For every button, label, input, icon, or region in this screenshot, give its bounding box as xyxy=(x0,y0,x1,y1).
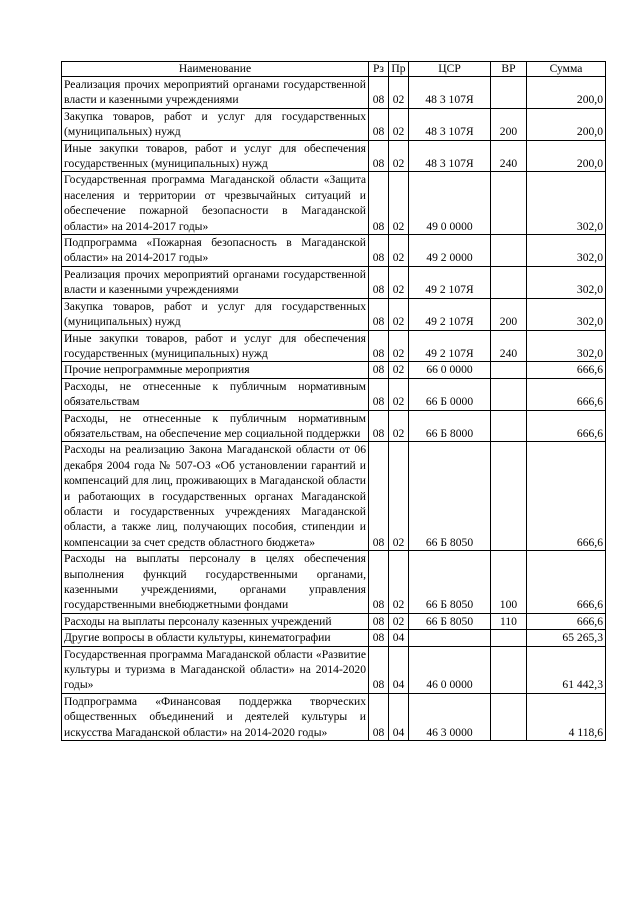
cell-sum: 65 265,3 xyxy=(527,630,606,646)
cell-pr: 04 xyxy=(389,630,409,646)
cell-rz: 08 xyxy=(369,442,389,551)
cell-rz: 08 xyxy=(369,410,389,442)
cell-sum: 302,0 xyxy=(527,298,606,330)
cell-pr: 04 xyxy=(389,693,409,740)
cell-vr xyxy=(491,172,527,235)
table-row xyxy=(62,410,606,442)
table-row xyxy=(62,266,606,298)
cell-csr: 48 3 107Я xyxy=(409,140,491,172)
cell-csr: 66 Б 8050 xyxy=(409,442,491,551)
cell-sum: 666,6 xyxy=(527,613,606,629)
cell-vr: 240 xyxy=(491,330,527,362)
table-row xyxy=(62,693,606,740)
cell-name: Подпрограмма «Пожарная безопасность в Магаданской области» на 2014-2017 годы» xyxy=(62,235,369,267)
cell-csr: 49 2 107Я xyxy=(409,266,491,298)
cell-name: Подпрограмма «Финансовая поддержка творческих общественных объединений и деятелей культуры и искусства Магаданской области» на 2014-2020 годы» xyxy=(62,693,369,740)
cell-csr: 66 Б 8050 xyxy=(409,551,491,614)
header-vr: ВР xyxy=(491,62,527,77)
header-pr: Пр xyxy=(389,62,409,77)
table-row xyxy=(62,551,606,614)
cell-name: Государственная программа Магаданской области «Защита населения и территории от чрезвычайных ситуаций и обеспечение пожарной безопасности в Магаданской области» на 2014-2017 годы» xyxy=(62,172,369,235)
cell-csr: 66 Б 8000 xyxy=(409,410,491,442)
cell-rz: 08 xyxy=(369,172,389,235)
cell-rz: 08 xyxy=(369,77,389,109)
cell-name: Расходы на выплаты персоналу в целях обеспечения выполнения функций государственными органами, казенными учреждениями, органами управления государственными внебюджетными фондами xyxy=(62,551,369,614)
header-row xyxy=(62,62,606,77)
cell-name: Иные закупки товаров, работ и услуг для обеспечения государственных (муниципальных) нужд xyxy=(62,140,369,172)
cell-pr: 02 xyxy=(389,613,409,629)
table-row xyxy=(62,362,606,378)
table-row xyxy=(62,630,606,646)
header-rz: Рз xyxy=(369,62,389,77)
table-row xyxy=(62,613,606,629)
cell-pr: 02 xyxy=(389,140,409,172)
cell-pr: 02 xyxy=(389,442,409,551)
cell-sum: 666,6 xyxy=(527,410,606,442)
cell-name: Расходы, не отнесенные к публичным нормативным обязательствам, на обеспечение мер социальной поддержки xyxy=(62,410,369,442)
cell-csr: 46 3 0000 xyxy=(409,693,491,740)
cell-csr: 49 0 0000 xyxy=(409,172,491,235)
cell-name: Расходы на выплаты персоналу казенных учреждений xyxy=(62,613,369,629)
cell-vr: 100 xyxy=(491,551,527,614)
header-csr: ЦСР xyxy=(409,62,491,77)
header-name: Наименование xyxy=(62,62,369,77)
header-sum: Сумма xyxy=(527,62,606,77)
cell-name: Расходы на реализацию Закона Магаданской области от 06 декабря 2004 года № 507-ОЗ «Об установлении гарантий и компенсаций для лиц, проживающих в Магаданской области и работающих в государственных органах Магаданской области и государственных учреждениях Магаданской области, а также лиц, получающих пособия, стипендии и компенсации за счет средств областного бюджета» xyxy=(62,442,369,551)
cell-sum: 666,6 xyxy=(527,378,606,410)
cell-sum: 200,0 xyxy=(527,77,606,109)
cell-vr: 200 xyxy=(491,108,527,140)
cell-name: Государственная программа Магаданской области «Развитие культуры и туризма в Магаданской области» на 2014-2020 годы» xyxy=(62,646,369,693)
cell-sum: 302,0 xyxy=(527,172,606,235)
cell-name: Реализация прочих мероприятий органами государственной власти и казенными учреждениями xyxy=(62,77,369,109)
cell-rz: 08 xyxy=(369,378,389,410)
cell-pr: 02 xyxy=(389,298,409,330)
cell-sum: 200,0 xyxy=(527,108,606,140)
cell-name: Закупка товаров, работ и услуг для государственных (муниципальных) нужд xyxy=(62,108,369,140)
cell-pr: 02 xyxy=(389,362,409,378)
cell-csr: 48 3 107Я xyxy=(409,77,491,109)
cell-vr xyxy=(491,362,527,378)
cell-pr: 02 xyxy=(389,551,409,614)
cell-vr xyxy=(491,266,527,298)
table-row xyxy=(62,140,606,172)
cell-pr: 02 xyxy=(389,172,409,235)
cell-rz: 08 xyxy=(369,235,389,267)
cell-rz: 08 xyxy=(369,108,389,140)
table-row xyxy=(62,108,606,140)
cell-pr: 02 xyxy=(389,266,409,298)
cell-csr xyxy=(409,630,491,646)
cell-pr: 02 xyxy=(389,235,409,267)
cell-name: Расходы, не отнесенные к публичным нормативным обязательствам xyxy=(62,378,369,410)
cell-vr xyxy=(491,410,527,442)
cell-vr xyxy=(491,442,527,551)
cell-csr: 49 2 107Я xyxy=(409,298,491,330)
cell-sum: 200,0 xyxy=(527,140,606,172)
cell-pr: 02 xyxy=(389,77,409,109)
cell-vr xyxy=(491,630,527,646)
cell-rz: 08 xyxy=(369,140,389,172)
cell-vr: 240 xyxy=(491,140,527,172)
table-row xyxy=(62,330,606,362)
cell-name: Реализация прочих мероприятий органами государственной власти и казенными учреждениями xyxy=(62,266,369,298)
table-row xyxy=(62,235,606,267)
cell-sum: 302,0 xyxy=(527,330,606,362)
cell-sum: 666,6 xyxy=(527,442,606,551)
cell-rz: 08 xyxy=(369,551,389,614)
cell-vr xyxy=(491,235,527,267)
cell-rz: 08 xyxy=(369,266,389,298)
cell-csr: 49 2 0000 xyxy=(409,235,491,267)
cell-name: Закупка товаров, работ и услуг для государственных (муниципальных) нужд xyxy=(62,298,369,330)
cell-pr: 02 xyxy=(389,410,409,442)
cell-csr: 46 0 0000 xyxy=(409,646,491,693)
budget-table xyxy=(61,61,606,741)
cell-csr: 66 Б 8050 xyxy=(409,613,491,629)
cell-csr: 66 0 0000 xyxy=(409,362,491,378)
table-row xyxy=(62,378,606,410)
cell-rz: 08 xyxy=(369,630,389,646)
table-row xyxy=(62,298,606,330)
cell-csr: 66 Б 0000 xyxy=(409,378,491,410)
cell-sum: 61 442,3 xyxy=(527,646,606,693)
cell-rz: 08 xyxy=(369,613,389,629)
cell-pr: 02 xyxy=(389,330,409,362)
cell-sum: 302,0 xyxy=(527,235,606,267)
table-row xyxy=(62,442,606,551)
cell-rz: 08 xyxy=(369,693,389,740)
cell-rz: 08 xyxy=(369,298,389,330)
cell-sum: 666,6 xyxy=(527,362,606,378)
cell-name: Иные закупки товаров, работ и услуг для обеспечения государственных (муниципальных) нужд xyxy=(62,330,369,362)
cell-name: Прочие непрограммные мероприятия xyxy=(62,362,369,378)
cell-sum: 4 118,6 xyxy=(527,693,606,740)
cell-pr: 02 xyxy=(389,378,409,410)
cell-rz: 08 xyxy=(369,362,389,378)
cell-csr: 48 3 107Я xyxy=(409,108,491,140)
table-row xyxy=(62,646,606,693)
cell-vr xyxy=(491,378,527,410)
cell-csr: 49 2 107Я xyxy=(409,330,491,362)
cell-vr xyxy=(491,693,527,740)
cell-name: Другие вопросы в области культуры, кинематографии xyxy=(62,630,369,646)
cell-sum: 666,6 xyxy=(527,551,606,614)
table-row xyxy=(62,172,606,235)
cell-vr: 110 xyxy=(491,613,527,629)
table-row xyxy=(62,77,606,109)
cell-sum: 302,0 xyxy=(527,266,606,298)
cell-pr: 04 xyxy=(389,646,409,693)
cell-vr xyxy=(491,77,527,109)
cell-rz: 08 xyxy=(369,330,389,362)
cell-vr xyxy=(491,646,527,693)
cell-pr: 02 xyxy=(389,108,409,140)
cell-vr: 200 xyxy=(491,298,527,330)
cell-rz: 08 xyxy=(369,646,389,693)
